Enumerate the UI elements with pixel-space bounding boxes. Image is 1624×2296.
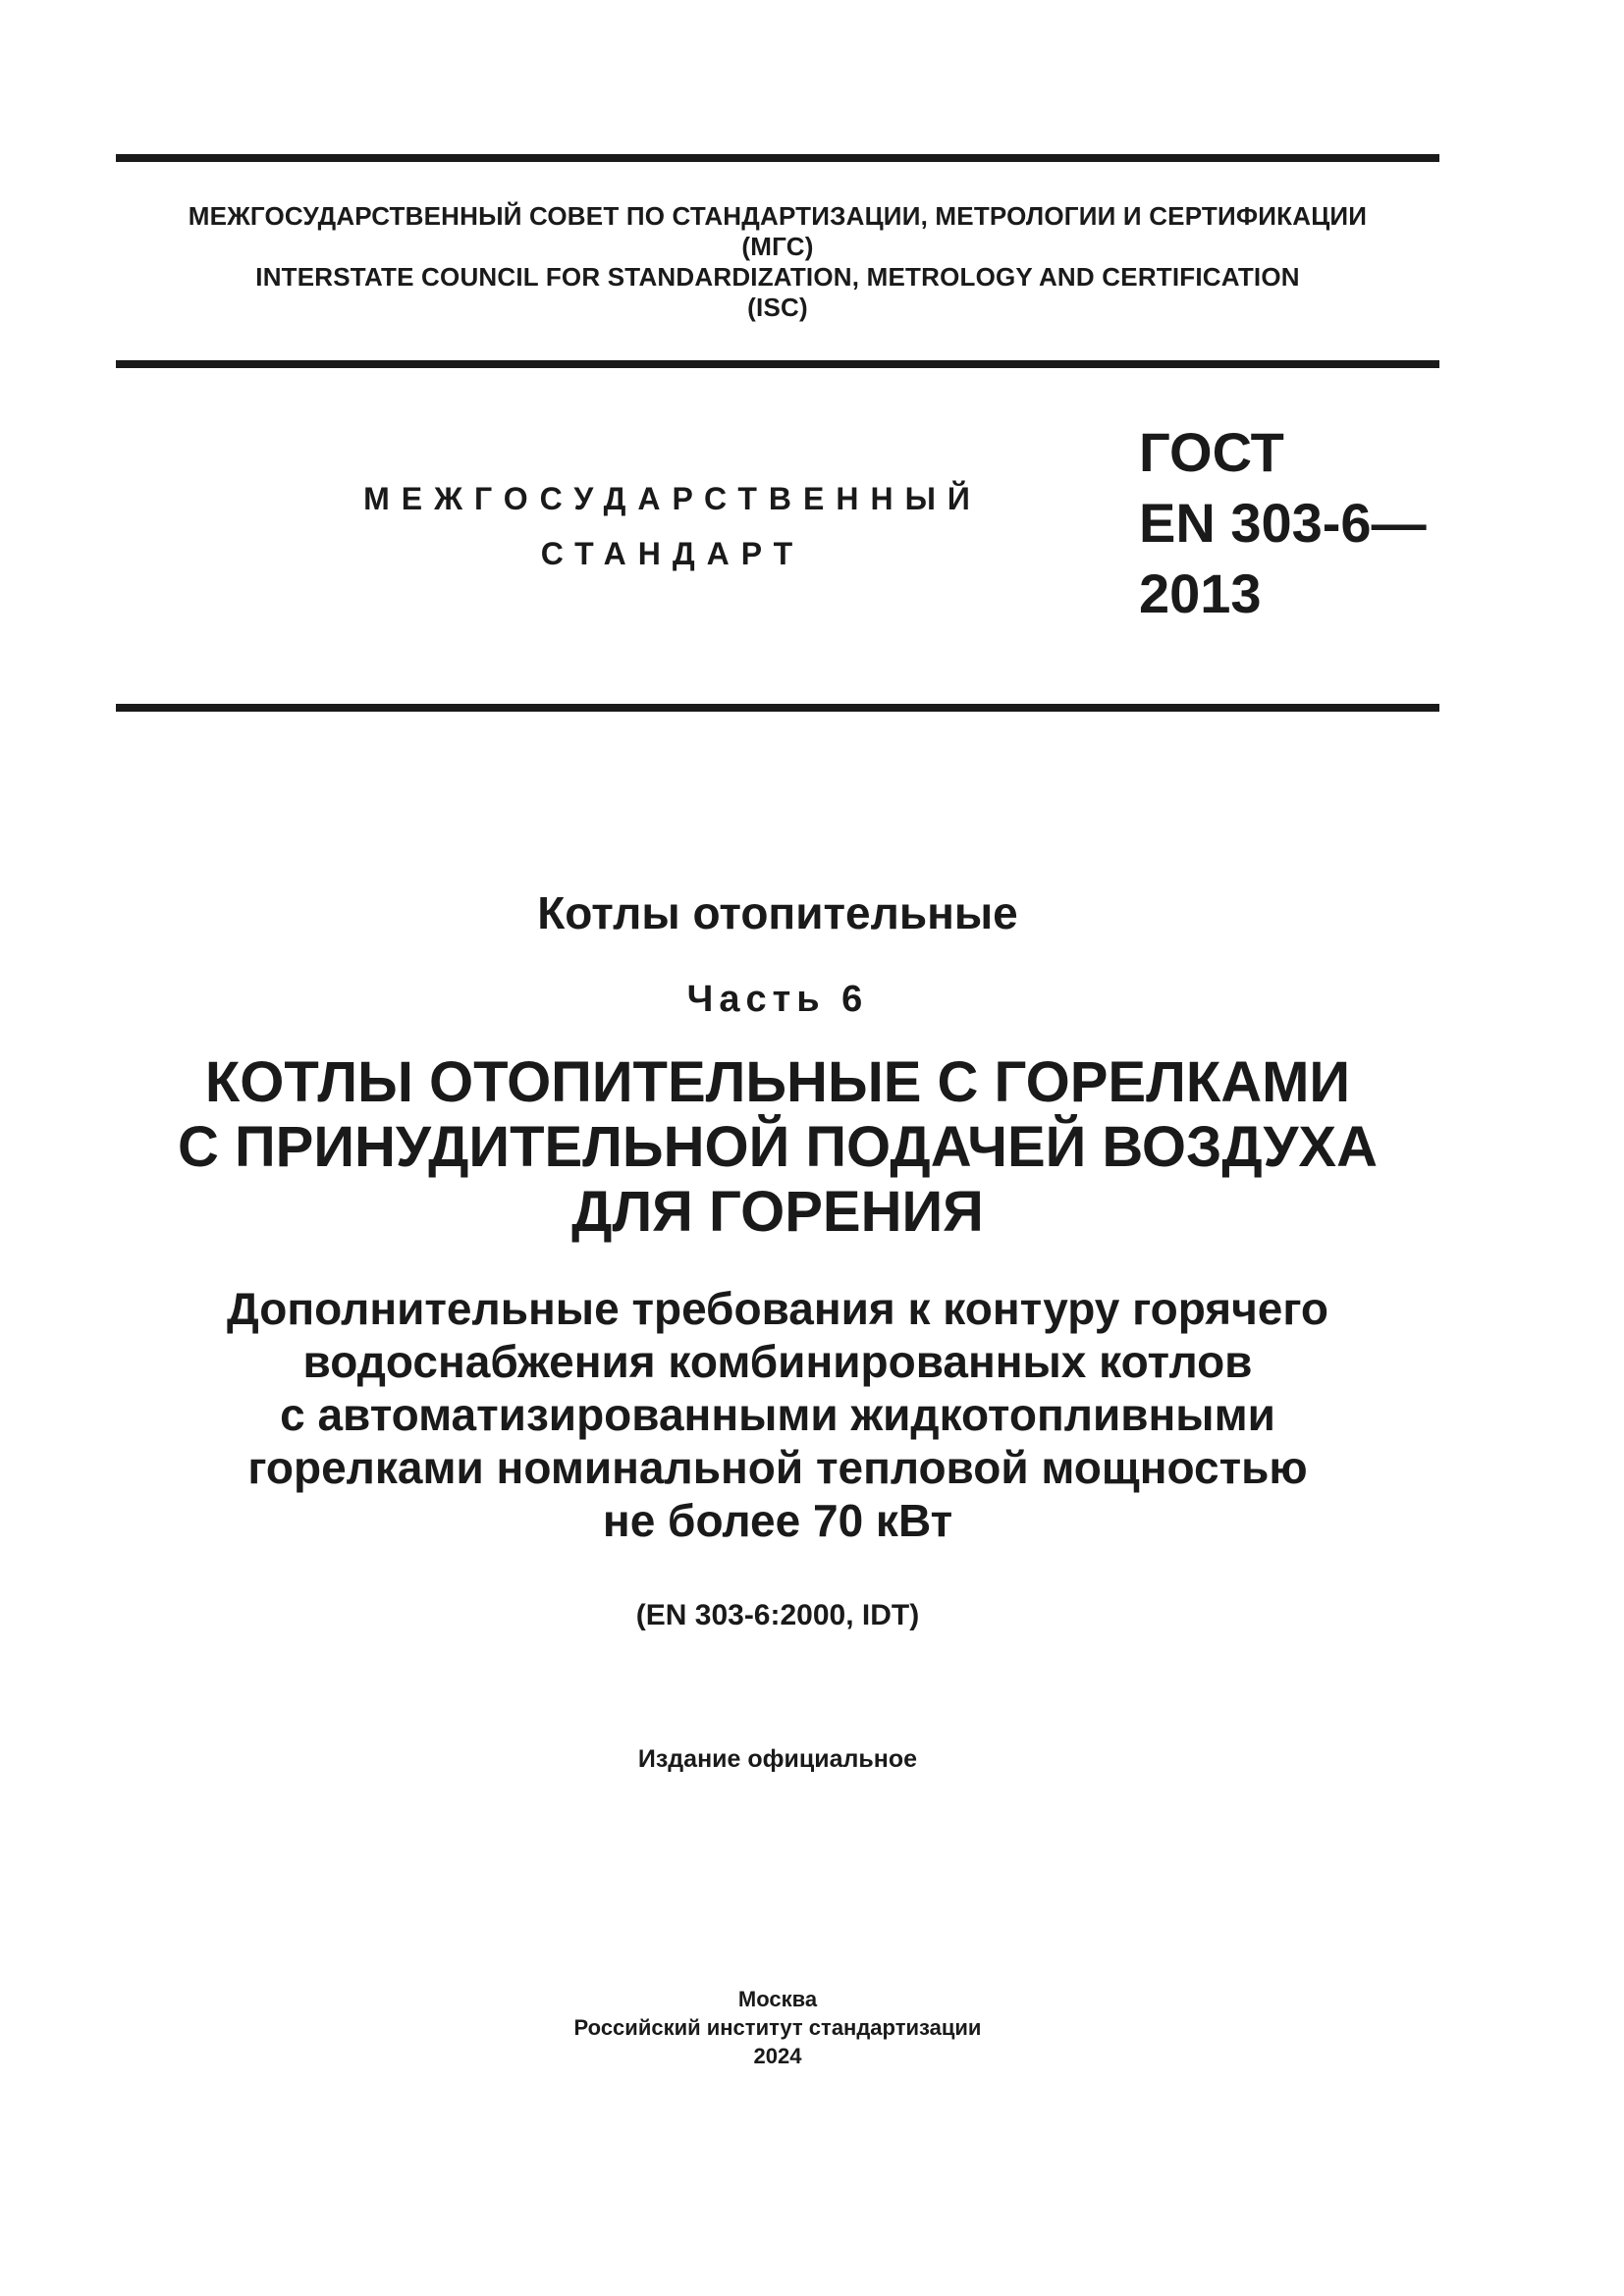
publisher-city: Москва	[737, 1987, 818, 2011]
publisher-institute: Российский институт стандартизации	[573, 2015, 982, 2040]
standard-type-line1: МЕЖГОСУДАРСТВЕННЫЙ	[363, 481, 982, 516]
subheading-line: с автоматизированными жидкотопливными	[280, 1389, 1275, 1440]
equivalence-note: (EN 303-6:2000, IDT)	[635, 1599, 920, 1631]
standard-designation	[1139, 417, 1427, 629]
middle-rule	[116, 360, 1439, 368]
council-header	[116, 201, 1439, 323]
edition-label: Издание официальное	[637, 1745, 918, 1773]
top-rule	[116, 154, 1439, 162]
standard-type-line2: СТАНДАРТ	[540, 536, 805, 571]
subheading-line: не более 70 кВт	[602, 1495, 953, 1546]
designation-line3: 2013	[1139, 562, 1262, 624]
publisher-block	[116, 1985, 1439, 2070]
council-abbr-ru: (МГС)	[741, 232, 814, 261]
bottom-rule	[116, 704, 1439, 712]
part-number: Часть 6	[686, 979, 869, 1020]
part-heading	[116, 1050, 1439, 1245]
part-heading-line: ДЛЯ ГОРЕНИЯ	[571, 1180, 984, 1244]
publisher-year: 2024	[753, 2044, 802, 2068]
standard-type	[295, 471, 1051, 581]
council-abbr-en: (ISC)	[747, 293, 808, 322]
part-heading-line: КОТЛЫ ОТОПИТЕЛЬНЫЕ С ГОРЕЛКАМИ	[204, 1050, 1351, 1114]
council-name-en: INTERSTATE COUNCIL FOR STANDARDIZATION, METROLOGY AND CERTIFICATION	[255, 262, 1300, 292]
subheading-line: водоснабжения комбинированных котлов	[302, 1336, 1253, 1387]
document-title: Котлы отопительные	[537, 887, 1018, 938]
subheading-line: горелками номинальной тепловой мощностью	[247, 1442, 1308, 1493]
part-subheading	[116, 1282, 1439, 1547]
designation-line1: ГОСТ	[1139, 421, 1284, 483]
subheading-line: Дополнительные требования к контуру горячего	[226, 1283, 1329, 1334]
designation-line2: EN 303-6—	[1139, 492, 1427, 554]
part-heading-line: С ПРИНУДИТЕЛЬНОЙ ПОДАЧЕЙ ВОЗДУХА	[177, 1115, 1379, 1179]
council-name-ru: МЕЖГОСУДАРСТВЕННЫЙ СОВЕТ ПО СТАНДАРТИЗАЦИИ, МЕТРОЛОГИИ И СЕРТИФИКАЦИИ	[188, 201, 1368, 231]
